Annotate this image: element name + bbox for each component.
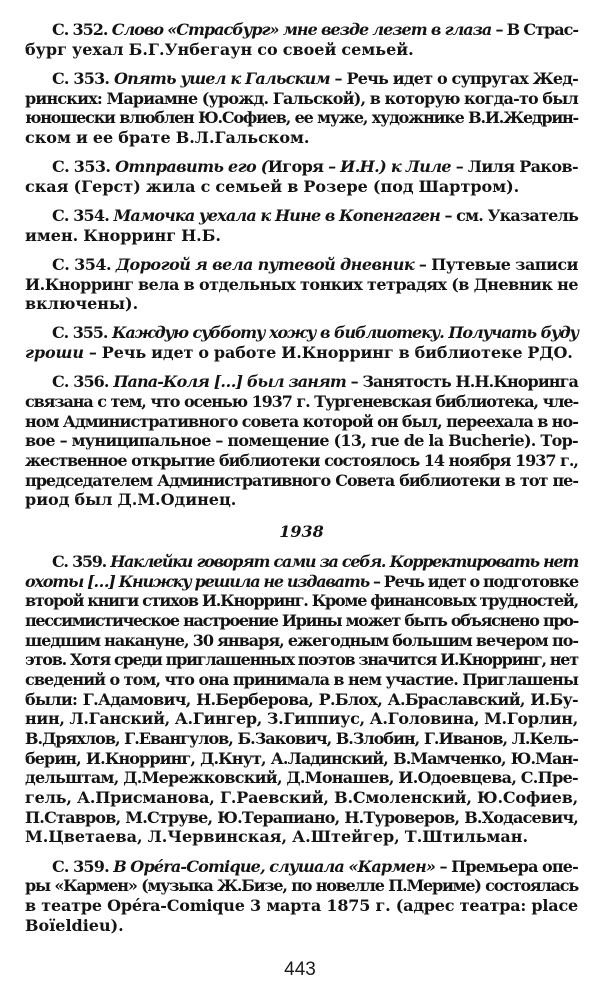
text-line [25,471,578,491]
quoted-diary-text: В Opéra-Comique, слушала «Кармен» [113,856,436,876]
commentary-text: – Занятость Н.Н.Кноринга [345,372,578,392]
note-paragraph [25,552,578,847]
commentary-text: – см. Указатель [439,206,579,225]
commentary-text: С. 354. [52,254,116,274]
page-body [25,20,578,935]
text-line [25,611,578,631]
text-line [25,206,578,226]
commentary-text: С. 353. [52,68,114,88]
quoted-diary-text: Дорогой я вела путевой дневник [115,254,415,274]
note-paragraph [25,857,578,936]
quoted-diary-text: Папа-Коля […] был занят [113,372,346,392]
quoted-diary-text: Опять ушел к Гальским [113,68,330,88]
text-line [25,294,578,314]
note-paragraph [25,255,578,314]
commentary-text: ринских: Мариамне (урожд. Гальской), в которую когда-то был [25,88,578,108]
text-line [25,552,578,572]
commentary-text: этов. Хотя среди приглашенных поэтов значится И.Кнорринг, нет [25,650,578,670]
text-line [25,768,578,788]
text-line [25,827,578,847]
note-paragraph [25,206,578,245]
commentary-text: С. 352. [52,20,112,39]
text-line [25,255,578,275]
text-line [25,412,578,432]
commentary-text: С. 359. [52,551,111,571]
commentary-text: включены). [25,294,139,314]
note-paragraph [25,372,578,510]
notes-before-1938 [25,20,578,510]
quoted-diary-text: охоты […] Книжку решила не издавать [25,571,369,591]
commentary-text: С. 355. [52,323,112,343]
commentary-text: С. 353. [52,157,116,177]
text-line [25,788,578,808]
text-line [25,709,578,729]
commentary-text: М.Цветаева, Л.Червинская, А.Штейгер, Т.Штильман. [25,827,529,847]
commentary-text: – Речь идет о подготовке [368,571,578,591]
commentary-text: С. 356. [52,372,114,392]
year-heading: 1938 [279,522,324,542]
commentary-text: Игоря [267,157,324,177]
commentary-text: риод был Д.М.Одинец. [25,490,237,510]
text-line [25,226,578,246]
text-line [25,808,578,828]
text-line [25,372,578,392]
commentary-text: бург уехал Б.Г.Унбегаун со своей семьей. [25,39,414,59]
commentary-text: – Речь идет о супругах Жед- [329,68,578,88]
commentary-text: юношески влюблен Ю.Софиев, ее муже, художнике В.И.Жедрин- [25,108,578,128]
text-line [25,275,578,295]
quoted-diary-text: Отправить его ( [115,157,268,177]
commentary-text: были: Г.Адамович, Н.Берберова, Р.Блох, А.Браславский, И.Бу- [25,689,578,709]
text-line [25,177,578,197]
text-line [25,591,578,611]
notes-1938 [25,552,578,936]
commentary-text: С. 359. [52,856,114,876]
quoted-diary-text: Слово «Страсбург» мне везде лезет в глаза [111,20,492,39]
commentary-text: В.Дряхлов, Г.Евангулов, Б.Закович, В.Злобин, Г.Иванов, Л.Кель- [25,729,578,749]
text-line [25,690,578,710]
note-paragraph [25,323,578,362]
text-line [25,20,578,40]
text-line [25,343,578,363]
text-line [25,128,578,148]
text-line [25,650,578,670]
text-line [25,572,578,592]
text-line [25,89,578,109]
quoted-diary-text: Мамочка уехала к Нине в Копенгаген [113,206,440,225]
commentary-text: в театре Opéra-Comique 3 марта 1875 г. (адрес театра: place [25,896,578,916]
commentary-text: дельштам, Д.Мережковский, Д.Монашев, И.Одоевцева, С.Пре- [25,768,578,788]
commentary-text: пессимистическое настроение Ирины может быть объяснено про- [25,610,578,630]
commentary-text: – Лиля Раков- [451,157,579,177]
note-paragraph [25,20,578,59]
text-line [25,108,578,128]
commentary-text: председателем Административного Совета библиотеки в тот пе- [25,470,578,490]
text-line [25,749,578,769]
text-line [25,857,578,877]
page-number: 443 [284,959,316,980]
commentary-text: – Путевые записи [414,254,578,274]
commentary-text: гель, А.Присманова, Г.Раевский, В.Смоленский, Ю.Софиев, [25,788,578,808]
text-line [25,40,578,60]
text-line [25,631,578,651]
quoted-diary-text: гроши [25,343,84,363]
commentary-text: нин, Л.Ганский, А.Гингер, З.Гиппиус, А.Головина, М.Горлин, [25,709,578,729]
note-paragraph [25,69,578,148]
text-line [25,490,578,510]
commentary-text: ном Административного совета которой он был, переехала в но- [25,411,578,431]
commentary-text: ры «Кармен» (музыка Ж.Бизе, по новелле П.Мериме) состоялась [25,876,578,896]
commentary-text: – Премьера опе- [435,856,579,876]
text-line [25,69,578,89]
commentary-text: второй книги стихов И.Кнорринг. Кроме финансовых трудностей, [25,591,578,611]
commentary-text: ском и ее брате В.Л.Гальском. [25,127,310,147]
note-paragraph [25,157,578,196]
commentary-text: С. 354. [52,206,114,225]
commentary-text: жественное открытие библиотеки состоялось 14 ноября 1937 г., [25,451,578,471]
commentary-text: П.Ставров, М.Струве, Ю.Терапиано, Н.Туроверов, В.Ходасевич, [25,807,578,827]
text-line [25,670,578,690]
commentary-text: имен. Кнорринг Н.Б. [25,225,221,245]
text-line [25,157,578,177]
commentary-text: – Речь идет о работе И.Кнорринг в библиотеке РДО. [83,343,573,363]
commentary-text: И.Кнорринг вела в отдельных тонких тетрадях (в Дневник не [25,274,578,294]
text-line [25,431,578,451]
commentary-text: – В Страс- [491,20,578,39]
text-line [25,392,578,412]
commentary-text: ская (Герст) жила с семьей в Розере (под Шартром). [25,176,520,196]
text-line [25,729,578,749]
text-line [25,876,578,896]
text-line [25,916,578,936]
commentary-text: берин, И.Кнорринг, Д.Кнут, А.Ладинский, В.Мамченко, Ю.Ман- [25,748,578,768]
text-line [25,323,578,343]
quoted-diary-text: – И.Н.) к Лиле [323,157,452,177]
commentary-text: связана с тем, что осенью 1937 г. Тургеневская библиотека, чле- [25,392,578,411]
quoted-diary-text: Каждую субботу хожу в библиотеку. Получать буду [111,323,578,343]
text-line [25,451,578,471]
text-line [25,896,578,916]
commentary-text: Boïeldieu). [25,915,124,935]
commentary-text: шедшим накануне, 30 января, ежегодным большим вечером по- [25,630,578,650]
quoted-diary-text: Наклейки говорят сами за себя. Корректировать нет [110,551,579,571]
commentary-text: вое – муниципальное – помещение (13, rue de la Bucherie). Тор- [25,431,578,451]
commentary-text: сведений о том, что она принимала в нем участие. Приглашены [25,669,578,689]
